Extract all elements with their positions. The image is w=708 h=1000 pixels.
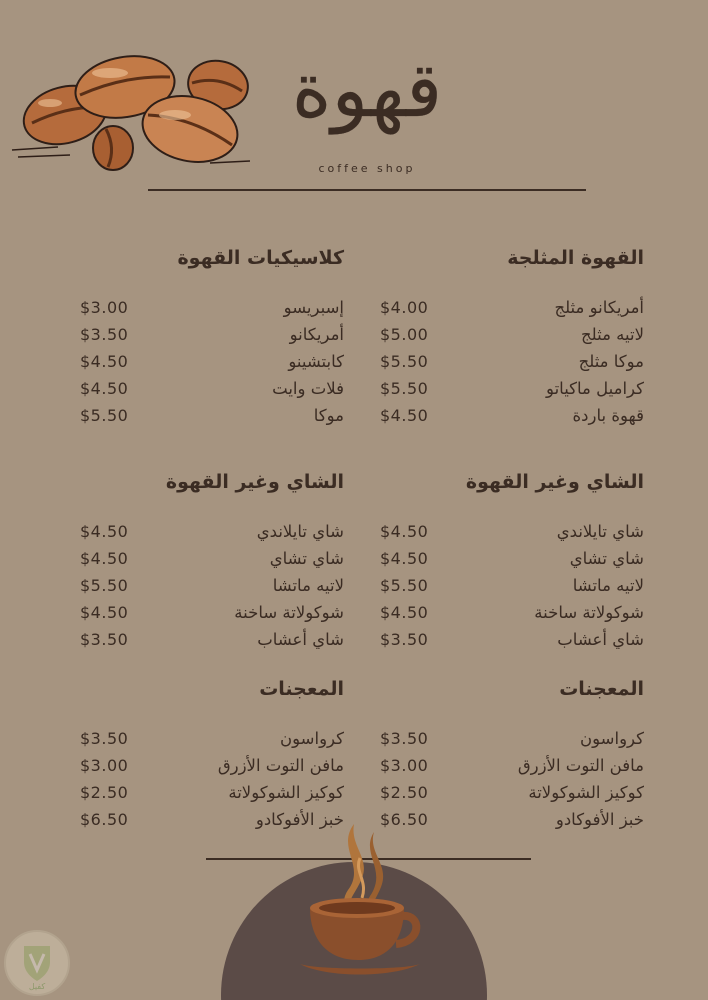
item-price: $4.50: [380, 549, 429, 568]
item-name: خبز الأفوكادو: [255, 810, 344, 829]
item-name: شاي أعشاب: [557, 630, 644, 649]
menu-item: [80, 779, 344, 806]
menu-item: [380, 294, 644, 321]
menu-item: [80, 348, 344, 375]
item-price: $4.50: [380, 522, 429, 541]
item-price: $5.50: [380, 379, 429, 398]
menu-item: [80, 599, 344, 626]
item-name: شاي تشاي: [269, 549, 344, 568]
menu-item: [80, 375, 344, 402]
section-iced-coffee: [380, 244, 644, 429]
item-price: $2.50: [80, 783, 129, 802]
item-name: كوكيز الشوكولاتة: [528, 783, 644, 802]
item-price: $3.50: [80, 729, 129, 748]
item-price: $3.50: [380, 729, 429, 748]
section-tea-right: [380, 468, 644, 653]
section-tea-left: [80, 468, 344, 653]
item-price: $6.50: [80, 810, 129, 829]
item-name: كابتشينو: [288, 352, 344, 371]
item-price: $5.00: [380, 325, 429, 344]
item-price: $3.50: [380, 630, 429, 649]
item-price: $2.50: [380, 783, 429, 802]
section-title: المعجنات: [259, 678, 344, 700]
menu-item: [80, 725, 344, 752]
section-title: الشاي وغير القهوة: [165, 471, 344, 493]
item-name: لاتيه ماتشا: [272, 576, 344, 595]
item-name: شاي تايلاندي: [256, 522, 344, 541]
item-name: شاي أعشاب: [257, 630, 344, 649]
menu-item: [380, 402, 644, 429]
menu-item: [380, 375, 644, 402]
item-name: شوكولاتة ساخنة: [534, 603, 644, 622]
watermark-badge-text: كفيل: [28, 982, 46, 991]
item-name: كرواسون: [280, 729, 344, 748]
item-price: $3.00: [80, 298, 129, 317]
menu-item: [80, 402, 344, 429]
item-price: $4.50: [380, 603, 429, 622]
menu-item: [80, 294, 344, 321]
section-title: المعجنات: [559, 678, 644, 700]
menu-item: [80, 518, 344, 545]
item-price: $5.50: [80, 576, 129, 595]
item-name: لاتيه ماتشا: [572, 576, 644, 595]
item-name: موكا مثلج: [578, 352, 644, 371]
item-name: إسبريسو: [283, 298, 344, 317]
menu-item: [80, 572, 344, 599]
coffee-cup-icon: [296, 818, 428, 990]
section-coffee-classics: [80, 244, 344, 429]
item-price: $3.50: [80, 325, 129, 344]
item-name: أمريكانو: [289, 325, 344, 344]
item-name: كرواسون: [580, 729, 644, 748]
item-price: $4.50: [380, 406, 429, 425]
item-name: شوكولاتة ساخنة: [234, 603, 344, 622]
menu-item: [80, 626, 344, 653]
menu-item: [80, 752, 344, 779]
item-price: $5.50: [380, 576, 429, 595]
menu-item: [380, 752, 644, 779]
menu-item: [380, 626, 644, 653]
item-price: $3.50: [80, 630, 129, 649]
item-name: موكا: [313, 406, 344, 425]
menu-item: [380, 572, 644, 599]
item-price: $5.50: [80, 406, 129, 425]
item-price: $4.50: [80, 549, 129, 568]
logo-subtitle: coffee shop: [318, 162, 416, 175]
item-name: لاتيه مثلج: [580, 325, 644, 344]
section-pastries-left: [80, 675, 344, 833]
section-title: القهوة المثلجة: [507, 247, 644, 269]
item-name: خبز الأفوكادو: [555, 810, 644, 829]
item-price: $6.50: [380, 810, 429, 829]
item-name: فلات وايت: [272, 379, 344, 398]
item-name: كراميل ماكياتو: [546, 379, 644, 398]
item-name: شاي تايلاندي: [556, 522, 644, 541]
item-price: $4.50: [80, 379, 129, 398]
item-name: كوكيز الشوكولاتة: [228, 783, 344, 802]
section-title: الشاي وغير القهوة: [465, 471, 644, 493]
logo-title: قهوة: [291, 45, 443, 134]
item-price: $4.50: [80, 603, 129, 622]
item-price: $4.50: [80, 522, 129, 541]
coffee-beans-icon: [10, 45, 260, 175]
menu-item: [380, 321, 644, 348]
item-price: $4.00: [380, 298, 429, 317]
item-name: مافن التوت الأزرق: [517, 756, 644, 775]
menu-item: [380, 779, 644, 806]
menu-item: [80, 321, 344, 348]
item-name: أمريكانو مثلج: [554, 298, 644, 317]
section-pastries-right: [380, 675, 644, 833]
menu-item: [380, 545, 644, 572]
section-title: كلاسيكيات القهوة: [177, 247, 344, 269]
item-price: $3.00: [80, 756, 129, 775]
menu-item: [380, 599, 644, 626]
menu-item: [80, 545, 344, 572]
item-price: $4.50: [80, 352, 129, 371]
menu-item: [380, 348, 644, 375]
item-name: شاي تشاي: [569, 549, 644, 568]
menu-item: [380, 725, 644, 752]
item-price: $3.00: [380, 756, 429, 775]
item-price: $5.50: [380, 352, 429, 371]
menu-item: [380, 518, 644, 545]
item-name: قهوة باردة: [572, 406, 644, 425]
divider-top: [148, 189, 586, 191]
item-name: مافن التوت الأزرق: [217, 756, 344, 775]
